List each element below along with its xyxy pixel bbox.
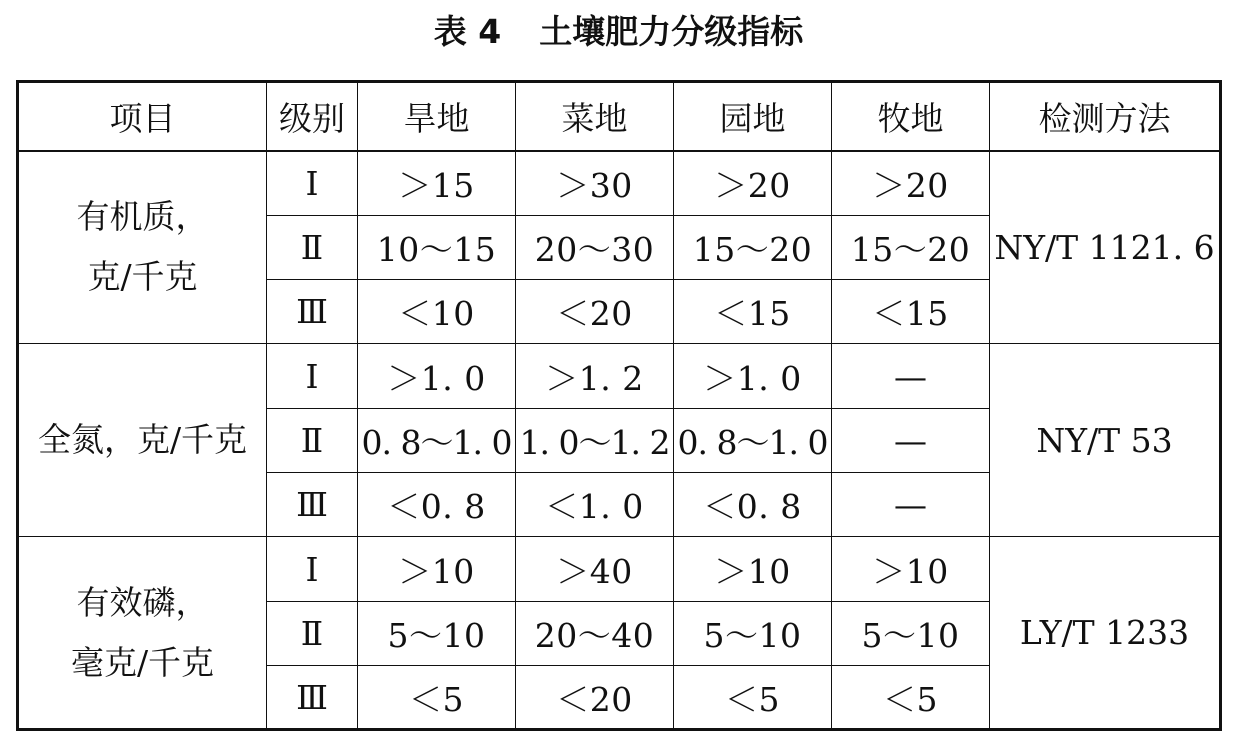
grade-cell: Ⅰ: [267, 151, 358, 216]
method-cell: NY/T 1121. 6: [990, 151, 1221, 344]
soil-fertility-table: [16, 80, 1222, 731]
header-grade: 级别: [267, 82, 358, 151]
value-cell: ＜0. 8: [358, 473, 516, 537]
grade-cell: Ⅱ: [267, 216, 358, 280]
value-cell: ＞10: [832, 537, 990, 602]
value-cell: ＞20: [674, 151, 832, 216]
value-cell: 10～15: [358, 216, 516, 280]
table-title: 土壤肥力分级指标: [539, 12, 804, 51]
value-cell: ＜20: [516, 280, 674, 344]
value-cell: ＜15: [674, 280, 832, 344]
table-row: [18, 344, 1221, 409]
table-row: [18, 537, 1221, 602]
item-line: 克/千克: [87, 257, 198, 297]
table-caption: [0, 10, 1237, 54]
item-line: 毫克/千克: [70, 642, 215, 682]
value-cell: ＜5: [358, 666, 516, 730]
value-cell: ＞10: [358, 537, 516, 602]
value-cell: —: [832, 344, 990, 409]
value-cell: 20～30: [516, 216, 674, 280]
item-line: 全氮，克/千克: [37, 420, 248, 459]
value-cell: ＜5: [832, 666, 990, 730]
value-cell: ＞15: [358, 151, 516, 216]
header-row: [18, 82, 1221, 151]
value-cell: ＞30: [516, 151, 674, 216]
value-cell: 0. 8～1. 0: [358, 409, 516, 473]
value-cell: 5～10: [674, 602, 832, 666]
method-cell: NY/T 53: [990, 344, 1221, 537]
grade-cell: Ⅱ: [267, 602, 358, 666]
table-number: 表 4: [433, 12, 502, 51]
value-cell: 5～10: [832, 602, 990, 666]
value-cell: 1. 0～1. 2: [516, 409, 674, 473]
grade-cell: Ⅰ: [267, 537, 358, 602]
header-pasture-land: 牧地: [832, 82, 990, 151]
item-available-phosphorus: [18, 537, 267, 730]
header-test-method: 检测方法: [990, 82, 1221, 151]
item-organic-matter: [18, 151, 267, 344]
header-item: 项目: [18, 82, 267, 151]
value-cell: —: [832, 409, 990, 473]
item-total-nitrogen: [18, 344, 267, 537]
item-line: 有机质，: [76, 197, 209, 237]
table-row: [18, 151, 1221, 216]
value-cell: ＜5: [674, 666, 832, 730]
value-cell: ＞1. 2: [516, 344, 674, 409]
value-cell: ＜1. 0: [516, 473, 674, 537]
method-cell: LY/T 1233: [990, 537, 1221, 730]
value-cell: —: [832, 473, 990, 537]
value-cell: 15～20: [832, 216, 990, 280]
value-cell: 5～10: [358, 602, 516, 666]
value-cell: ＜10: [358, 280, 516, 344]
value-cell: 0. 8～1. 0: [674, 409, 832, 473]
header-dry-land: 旱地: [358, 82, 516, 151]
value-cell: ＞10: [674, 537, 832, 602]
value-cell: 15～20: [674, 216, 832, 280]
value-cell: ＞1. 0: [674, 344, 832, 409]
value-cell: 20～40: [516, 602, 674, 666]
grade-cell: Ⅱ: [267, 409, 358, 473]
value-cell: ＞1. 0: [358, 344, 516, 409]
item-line: 有效磷，: [76, 582, 209, 622]
header-garden-land: 园地: [674, 82, 832, 151]
value-cell: ＞20: [832, 151, 990, 216]
value-cell: ＞40: [516, 537, 674, 602]
grade-cell: Ⅲ: [267, 280, 358, 344]
value-cell: ＜20: [516, 666, 674, 730]
grade-cell: Ⅲ: [267, 666, 358, 730]
value-cell: ＜15: [832, 280, 990, 344]
grade-cell: Ⅰ: [267, 344, 358, 409]
header-vegetable-land: 菜地: [516, 82, 674, 151]
value-cell: ＜0. 8: [674, 473, 832, 537]
grade-cell: Ⅲ: [267, 473, 358, 537]
